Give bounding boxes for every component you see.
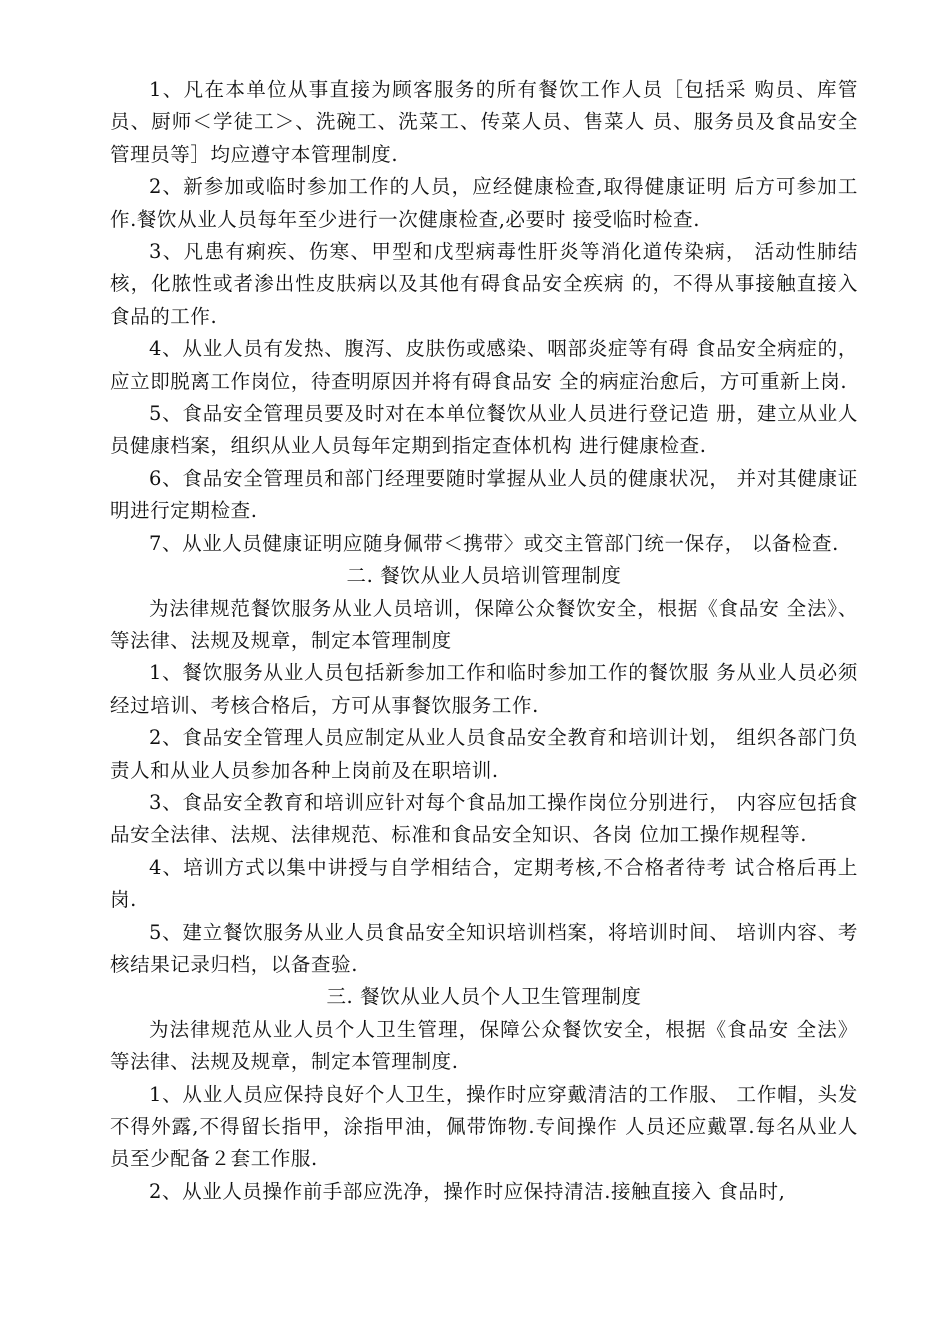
- hygiene-rule-1: 1、从业人员应保持良好个人卫生，操作时应穿戴清洁的工作服、 工作帽，头发不得外露,不得留长指甲，涂指甲油，佩带饰物.专间操作 人员还应戴罩.每名从业人员至少配备２套工作服.: [110, 1082, 858, 1171]
- hygiene-intro: 为法律规范从业人员个人卫生管理，保障公众餐饮安全，根据《食品安 全法》等法律、法规及规章，制定本管理制度.: [110, 1017, 858, 1074]
- health-rule-5: 5、食品安全管理员要及时对在本单位餐饮从业人员进行登记造 册，建立从业人员健康档案，组织从业人员每年定期到指定查体机构 进行健康检查.: [110, 402, 858, 458]
- health-rule-6: 6、食品安全管理员和部门经理要随时掌握从业人员的健康状况， 并对其健康证明进行定期检查.: [110, 466, 858, 523]
- training-rule-1: 1、餐饮服务从业人员包括新参加工作和临时参加工作的餐饮服 务从业人员必须经过培训、考核合格后，方可从事餐饮服务工作.: [110, 661, 858, 717]
- training-rule-3: 3、食品安全教育和培训应针对每个食品加工操作岗位分别进行， 内容应包括食品安全法律、法规、法律规范、标准和食品安全知识、各岗 位加工操作规程等.: [110, 790, 858, 847]
- training-section-heading: 二. 餐饮从业人员培训管理制度: [346, 564, 622, 588]
- hygiene-rule-2: 2、从业人员操作前手部应洗净，操作时应保持清洁.接触直接入 食品时,: [149, 1179, 786, 1203]
- hygiene-section-heading: 三. 餐饮从业人员个人卫生管理制度: [326, 985, 642, 1009]
- training-rule-4: 4、培训方式以集中讲授与自学相结合，定期考核,不合格者待考 试合格后再上岗.: [110, 855, 858, 912]
- training-rule-5: 5、建立餐饮服务从业人员食品安全知识培训档案，将培训时间、 培训内容、考核结果记录归档，以备查验.: [110, 920, 858, 976]
- health-rule-2: 2、新参加或临时参加工作的人员，应经健康检查,取得健康证明 后方可参加工作.餐饮从业人员每年至少进行一次健康检查,必要时 接受临时检查.: [110, 175, 858, 231]
- health-rule-3: 3、凡患有痢疾、伤寒、甲型和戊型病毒性肝炎等消化道传染病， 活动性肺结核，化脓性或者渗出性皮肤病以及其他有碍食品安全疾病 的，不得从事接触直接入食品的工作.: [110, 240, 858, 328]
- training-rule-2: 2、食品安全管理人员应制定从业人员食品安全教育和培训计划， 组织各部门负责人和从业人员参加各种上岗前及在职培训.: [110, 726, 858, 782]
- health-rule-7: 7、从业人员健康证明应随身佩带＜携带〉或交主管部门统一保存， 以备检查.: [149, 531, 839, 555]
- health-rule-1: 1、凡在本单位从事直接为顾客服务的所有餐饮工作人员［包括采 购员、库管员、厨师＜学徒工＞、洗碗工、洗菜工、传菜人员、售菜人 员、服务员及食品安全管理员等］均应遵守本管理制度.: [110, 78, 858, 166]
- health-rule-4: 4、从业人员有发热、腹泻、皮肤伤或感染、咽部炎症等有碍 食品安全病症的，应立即脱离工作岗位，待查明原因并将有碍食品安 全的病症治愈后，方可重新上岗.: [110, 337, 858, 393]
- document-body: [110, 74, 858, 1208]
- training-intro: 为法律规范餐饮服务从业人员培训，保障公众餐饮安全，根据《食品安 全法》、等法律、法规及规章，制定本管理制度: [110, 596, 858, 652]
